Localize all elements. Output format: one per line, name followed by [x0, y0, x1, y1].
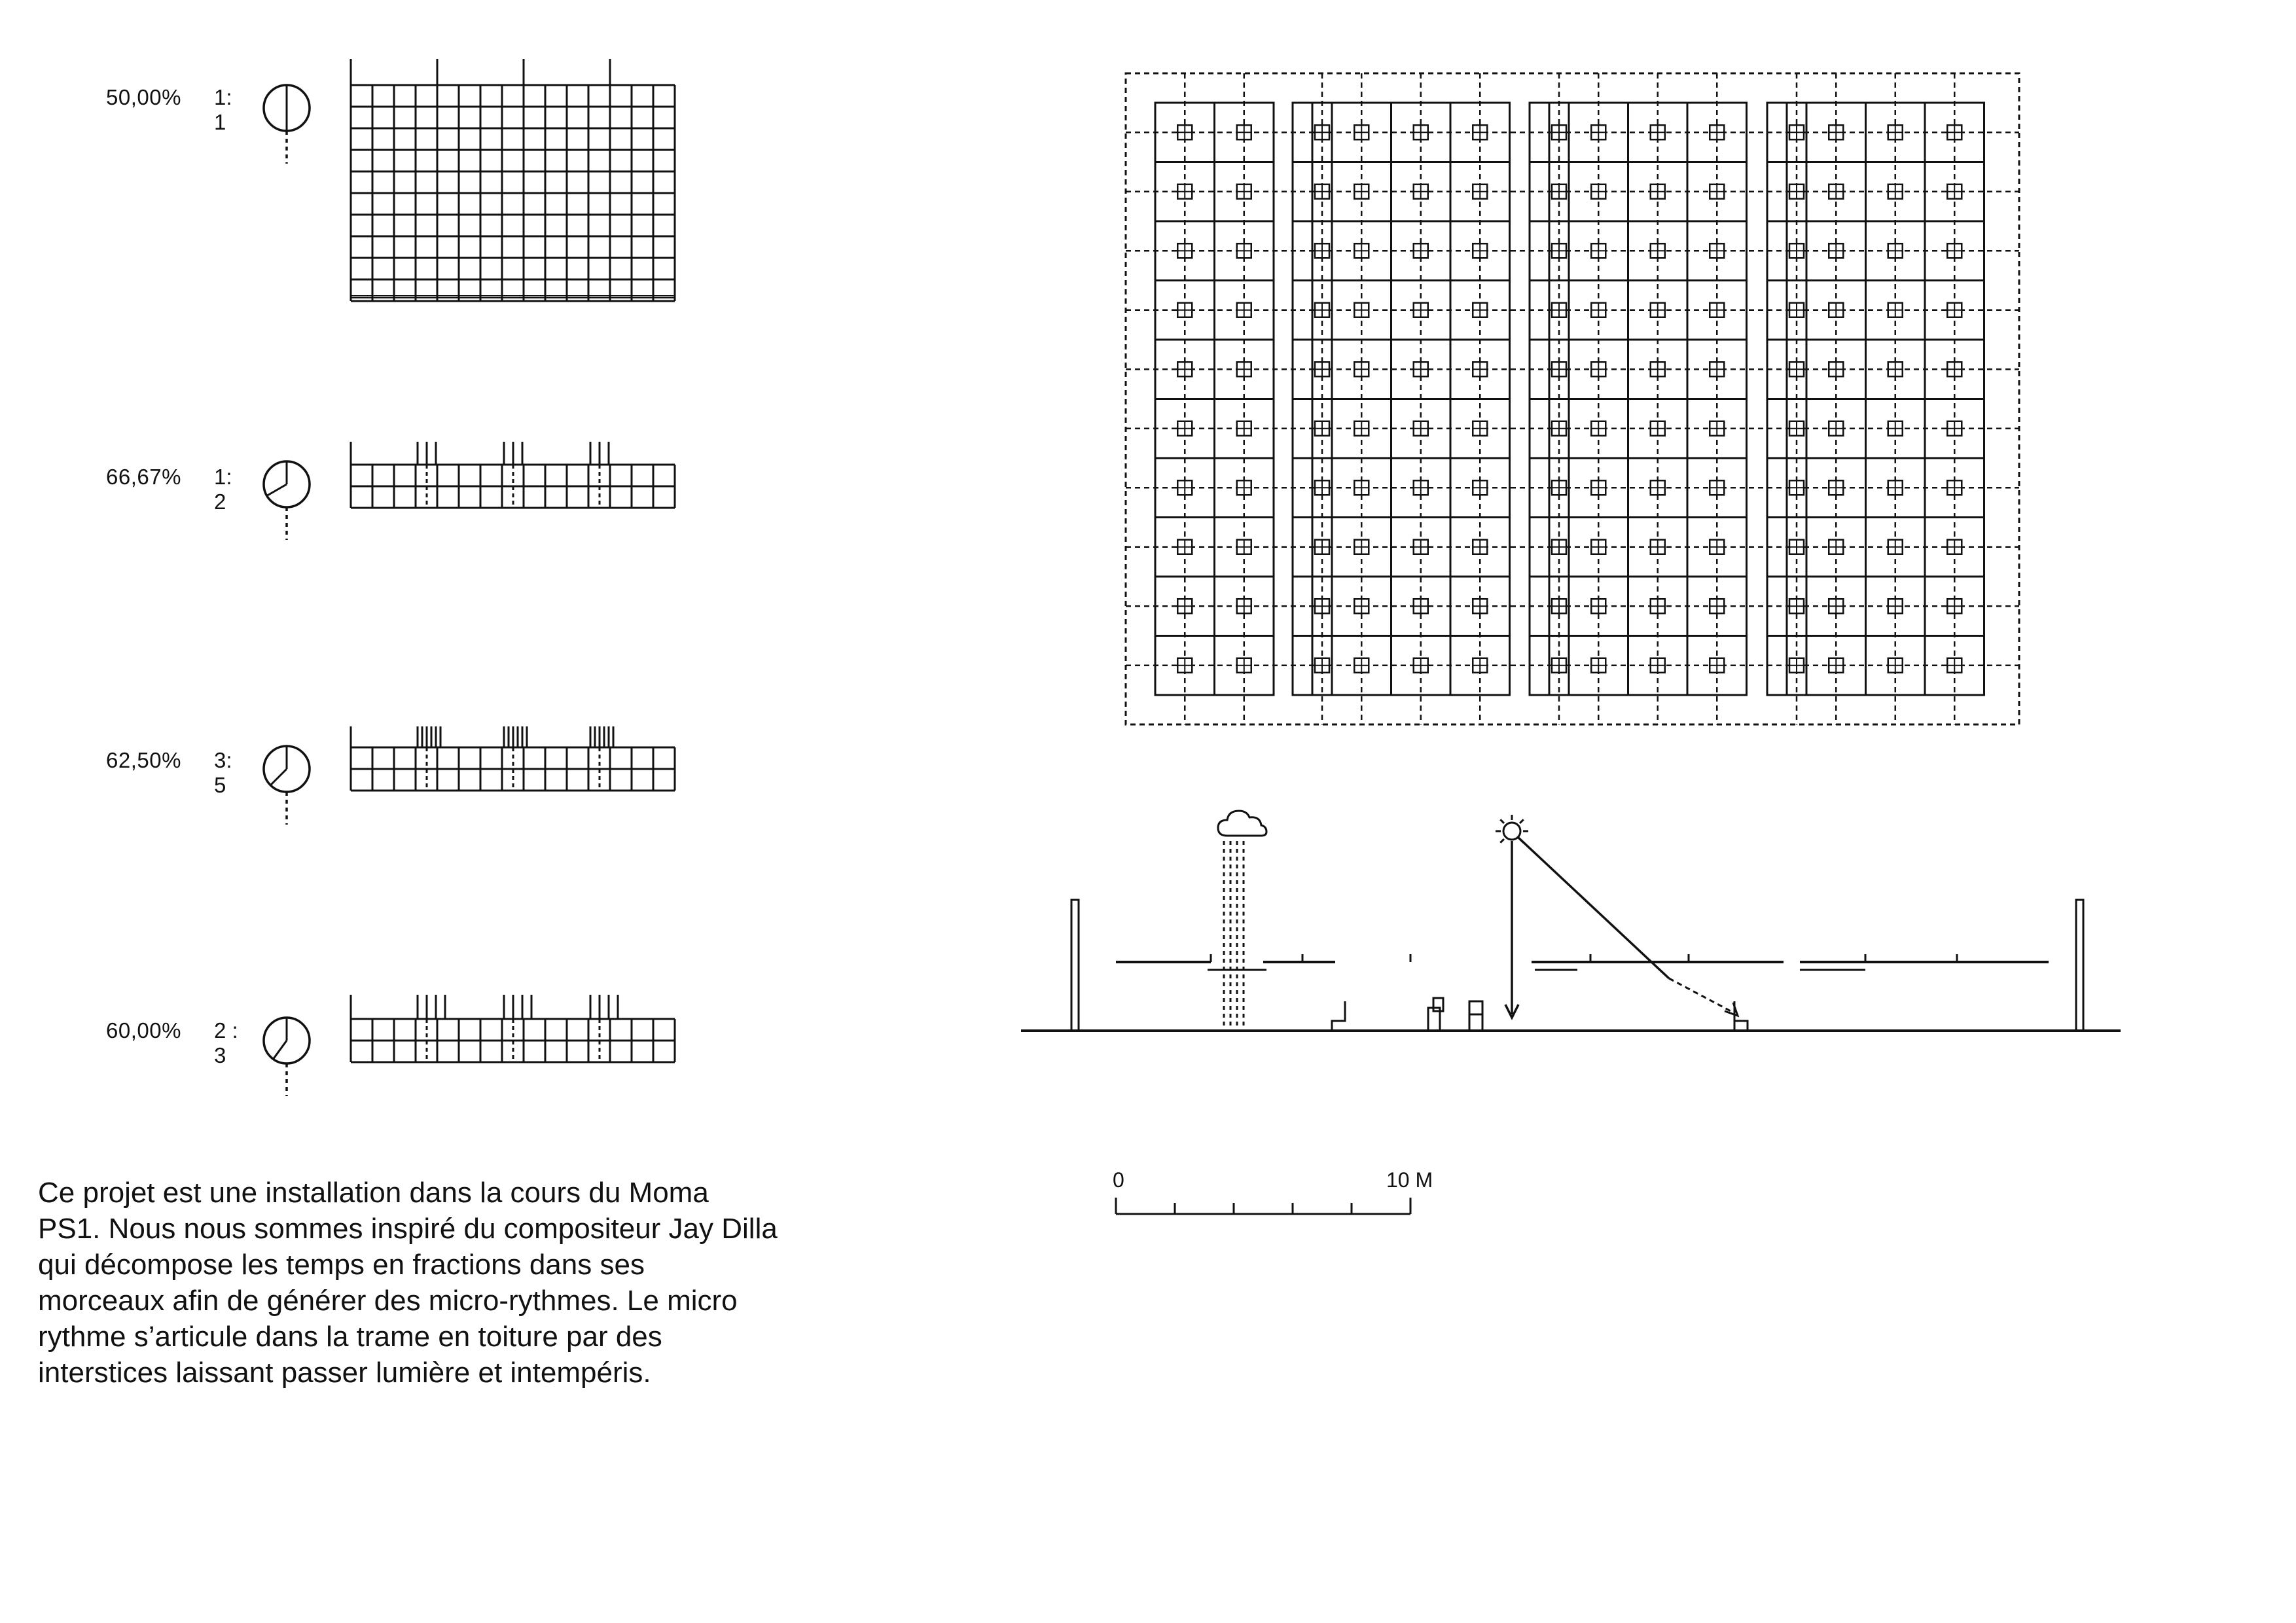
- percent-label: 50,00%: [106, 85, 181, 109]
- rhythm-diagram-1: [264, 59, 675, 301]
- scale-ruler: [1113, 1191, 1427, 1217]
- chair-1: [1332, 1001, 1345, 1031]
- section-elevation: [1014, 805, 2140, 1054]
- sun-beam: [1669, 978, 1734, 1013]
- sun-ray: [1520, 819, 1524, 823]
- rhythm-diagram-2: [264, 442, 675, 540]
- sun-ray: [1500, 819, 1504, 823]
- scale-end-label: 10 M: [1386, 1168, 1433, 1192]
- left-wall: [1071, 900, 1079, 1031]
- beat-grid: [351, 442, 675, 508]
- sun-ray: [1500, 839, 1504, 843]
- clock-icon: [264, 1018, 310, 1096]
- beat-grid: [351, 726, 675, 791]
- ratio-denominator: 5: [214, 773, 226, 797]
- bench: [1433, 998, 1443, 1011]
- ratio-numerator: 1:: [214, 465, 232, 489]
- clock-icon: [264, 85, 310, 164]
- scale-start-label: 0: [1113, 1168, 1124, 1192]
- rhythm-diagram-3: [264, 726, 675, 825]
- ratio-numerator: 1:: [214, 85, 232, 109]
- cabinet: [1469, 1001, 1482, 1031]
- clock-hand: [267, 484, 287, 495]
- sun-beam: [1518, 838, 1669, 978]
- clock-icon: [264, 746, 310, 825]
- ratio-denominator: 1: [214, 110, 226, 134]
- rhythm-diagrams: [0, 0, 851, 1145]
- ratio-numerator: 3:: [214, 748, 232, 772]
- ratio-denominator: 3: [214, 1043, 226, 1067]
- sun-icon: [1503, 823, 1520, 840]
- clock-hand: [270, 769, 287, 785]
- beat-grid: [351, 995, 675, 1062]
- percent-label: 62,50%: [106, 748, 181, 772]
- roof-plan: [1113, 65, 2029, 733]
- cloud-icon: [1218, 811, 1266, 836]
- percent-label: 60,00%: [106, 1018, 181, 1043]
- beat-grid: [351, 59, 675, 301]
- ratio-numerator: 2 :: [214, 1018, 238, 1043]
- ratio-denominator: 2: [214, 490, 226, 514]
- percent-label: 66,67%: [106, 465, 181, 489]
- project-description: Ce projet est une installation dans la cours du Moma PS1. Nous nous sommes inspiré du compositeur Jay Dilla qui décompose les temps en fractions dans ses morceaux afin de générer des micro-rythmes. Le micro rythme s’articule dans la trame en toiture par des interstices laissant passer lumière et intempéris.: [38, 1177, 778, 1389]
- clock-icon: [264, 461, 310, 540]
- rhythm-diagram-4: [264, 995, 675, 1096]
- right-wall: [2076, 900, 2083, 1031]
- clock-hand: [273, 1041, 287, 1059]
